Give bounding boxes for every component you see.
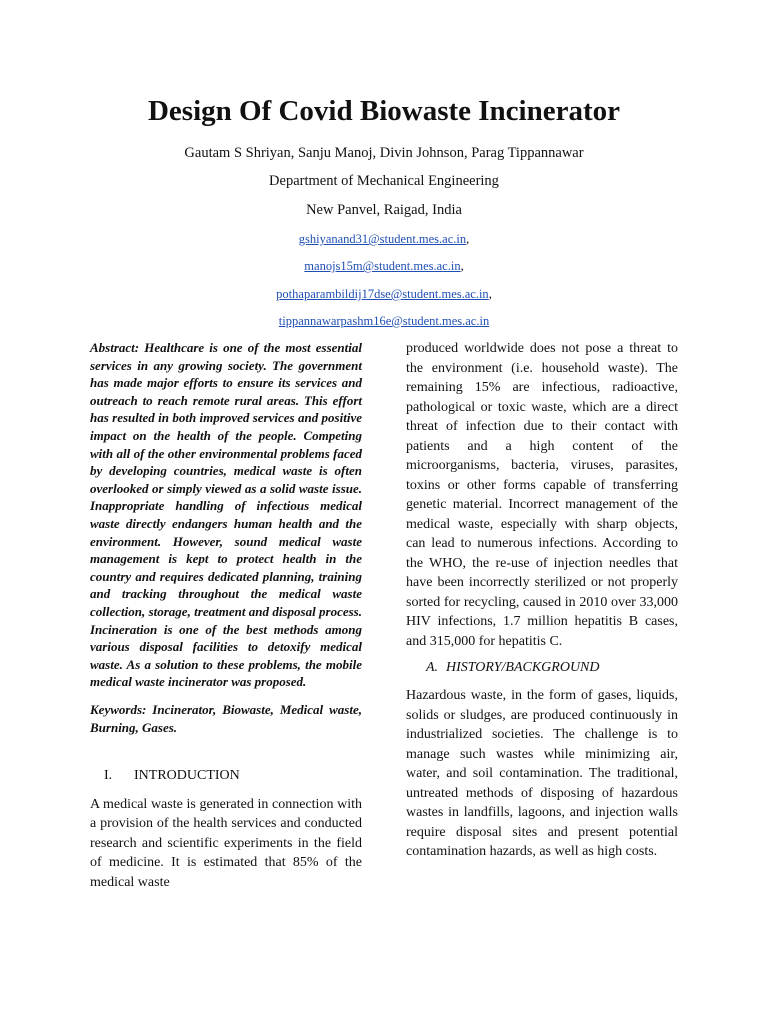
author-email-1 (0, 231, 768, 247)
email-link[interactable]: tippannawarpashm16e@student.mes.ac.in (278, 314, 490, 328)
email-separator: , (466, 232, 470, 246)
abstract: Abstract: Healthcare is one of the most essential services in any growing society. The government has made major efforts to ensure its services and outreach to reach remote rural areas. This effort has resulted in both improved services and positive impact on the health of the people. Competing with all of the other environmental problems faced by developing countries, medical waste is often overlooked or simply viewed as a solid waste issue. Inappropriate handling of infectious medical waste directly endangers human health and the environment. However, sound medical waste management is kept to protect health in the country and requires dedicated planning, training and tracking throughout the medical waste collection, storage, treatment and disposal process. Incineration is one of the best methods among various disposal facilities to detoxify medical waste. As a solution to these problems, the mobile medical waste incinerator was proposed. (90, 340, 362, 690)
subsection-title: HISTORY/BACKGROUND (446, 660, 600, 675)
email-link[interactable]: manojs15m@student.mes.ac.in (304, 259, 461, 273)
email-separator: , (460, 259, 464, 273)
section-number: I. (104, 767, 113, 783)
right-column (406, 339, 678, 862)
paper-title: Design Of Covid Biowaste Incinerator (147, 95, 621, 127)
subsection-number: A. (426, 660, 439, 675)
department: Department of Mechanical Engineering (269, 173, 499, 189)
section-heading-introduction (90, 766, 362, 785)
introduction-paragraph-continued: produced worldwide does not pose a threat to the environment (i.e. household waste). The remaining 15% are infectious, radioactive, pathological or toxic waste, which are a direct threat of infection due to their contact with patients and a high content of the microorganisms, bacteria, viruses, parasites, toxins or other forms capable of transferring genetic material. Incorrect management of the medical waste, especially with sharp objects, can lead to numerous infections. According to the WHO, the re-use of injection needles that have been incorrectly sterilized or not properly sorted for recycling, caused in 2010 over 33,000 HIV infections, 1.7 million hepatitis B cases, and 315,000 for hepatitis C. (406, 341, 678, 649)
email-separator: , (488, 287, 492, 301)
author-email-4 (0, 313, 768, 329)
author-email-2 (0, 258, 768, 274)
history-paragraph: Hazardous waste, in the form of gases, liquids, solids or sludges, are produced continuously in industrialized societies. The challenge is to manage such wastes while minimizing air, water, and soil contamination. The traditional, untreated methods of disposing of hazardous wastes in landfills, lagoons, and injection walls require disposal sites and present potential contamination hazards, as well as high costs. (406, 688, 678, 859)
author-email-3 (0, 286, 768, 302)
introduction-paragraph-start: A medical waste is generated in connection with a provision of the health services and conducted research and scientific experiments in the field of medicine. It is estimated that 85% of the medical waste (90, 796, 362, 890)
author-list: Gautam S Shriyan, Sanju Manoj, Divin Johnson, Parag Tippannawar (184, 145, 584, 161)
keywords: Keywords: Incinerator, Biowaste, Medical waste, Burning, Gases. (90, 701, 362, 736)
subsection-heading-history (406, 658, 678, 677)
section-title: INTRODUCTION (134, 767, 240, 783)
location: New Panvel, Raigad, India (306, 202, 462, 218)
left-column (90, 339, 362, 892)
email-link[interactable]: gshiyanand31@student.mes.ac.in (298, 232, 467, 246)
email-link[interactable]: pothaparambildij17dse@student.mes.ac.in (276, 287, 489, 301)
